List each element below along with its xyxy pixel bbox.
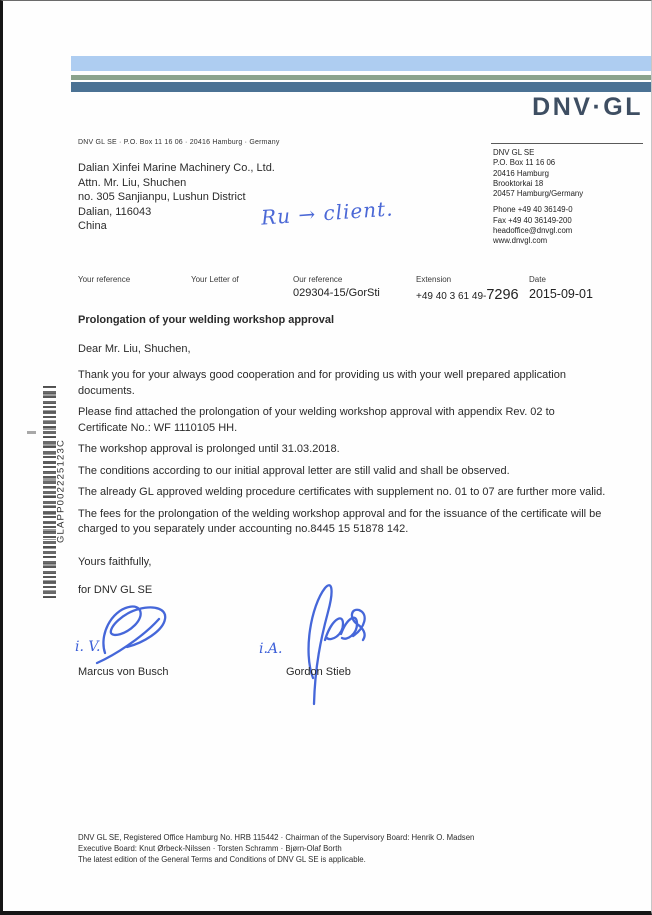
signature-prefix-left: i. V. (75, 639, 101, 655)
paragraph-fees: The fees for the prolongation of the welding workshop approval and for the issuance of the certificate will be charged to you separately under accounting no.8445 15 51878 142. (78, 507, 602, 535)
ref-your-reference-label: Your reference (78, 275, 131, 284)
signature-scribble-marcus (95, 597, 200, 669)
valediction: Yours faithfully, (78, 555, 152, 568)
ref-your-letter (191, 275, 239, 287)
signer-name-marcus: Marcus von Busch (78, 666, 169, 678)
ref-extension-label: Extension (416, 275, 452, 284)
ref-date (529, 275, 593, 301)
recipient-address-block (78, 161, 275, 234)
paragraph-conditions: The conditions according to our initial approval letter are still valid and shall be observed. (78, 464, 510, 477)
paragraph-certificates-valid: The already GL approved welding procedure certificates with supplement no. 01 to 07 are further more valid. (78, 486, 606, 498)
letter-body (78, 313, 606, 599)
barcode (43, 386, 56, 598)
contact-phone: Phone +49 40 36149-0 (493, 205, 573, 215)
contact-website: www.dnvgl.com (493, 236, 548, 246)
footer-block (78, 832, 474, 866)
subject-line: Prolongation of your welding workshop approval (78, 314, 335, 326)
contact-block (493, 148, 583, 247)
fold-mark (27, 431, 36, 434)
ref-date-label: Date (529, 275, 546, 284)
recipient-company: Dalian Xinfei Marine Machinery Co., Ltd. (78, 162, 275, 174)
header-bar-green (71, 75, 651, 80)
ref-our-reference-value: 029304-15/GorSti (293, 287, 380, 299)
recipient-street: no. 305 Sanjianpu, Lushun District (78, 191, 246, 203)
signature-scribble-gordon (285, 578, 370, 713)
contact-postcode: 20416 Hamburg (493, 168, 549, 178)
paragraph-attachment: Please find attached the prolongation of your welding workshop approval with appendix Rev. 02 to Certificate No.: WF 1110105 HH. (78, 406, 555, 434)
contact-fax: Fax +49 40 36149-200 (493, 215, 572, 225)
dnv-gl-logo: DNV·GL (532, 93, 643, 121)
ref-date-value: 2015-09-01 (529, 287, 593, 301)
contact-block-rule (491, 143, 643, 144)
salutation: Dear Mr. Liu, Shuchen, (78, 342, 191, 355)
recipient-country: China (78, 220, 107, 232)
contact-pobox: P.O. Box 11 16 06 (493, 158, 556, 168)
contact-email: headoffice@dnvgl.com (493, 226, 573, 236)
ref-extension-number-large: 7296 (486, 287, 519, 303)
ref-extension (416, 275, 519, 303)
recipient-city: Dalian, 116043 (78, 205, 152, 218)
signature-company: for DNV GL SE (78, 584, 153, 596)
ref-your-reference (78, 275, 130, 287)
ref-our-reference (293, 275, 380, 299)
footer-executive-board: Executive Board: Knut Ørbeck-Nilssen · Torsten Schramm · Bjørn-Olaf Borth (78, 844, 342, 854)
ref-extension-number: +49 40 3 61 49- (416, 291, 487, 302)
handwritten-note: Ru → client. (260, 196, 395, 230)
sender-return-address: DNV GL SE · P.O. Box 11 16 06 · 20416 Hamburg · Germany (78, 139, 280, 146)
signature-prefix-right: i.A. (259, 641, 283, 657)
barcode-label: GLAPP002225123C (55, 438, 67, 544)
contact-street: Brooktorkai 18 (493, 178, 544, 188)
signer-name-gordon: Gordon Stieb (286, 666, 351, 678)
contact-company: DNV GL SE (493, 148, 535, 157)
footer-terms: The latest edition of the General Terms and Conditions of DNV GL SE is applicable. (78, 855, 366, 865)
contact-city: 20457 Hamburg/Germany (493, 189, 584, 199)
recipient-attn: Attn. Mr. Liu, Shuchen (78, 176, 187, 189)
header-bar-light-blue (71, 56, 651, 71)
paragraph-prolonged-until: The workshop approval is prolonged until 31.03.2018. (78, 443, 340, 455)
header-bar-dark-blue (71, 82, 651, 92)
ref-our-reference-label: Our reference (293, 275, 343, 284)
footer-registered-office: DNV GL SE, Registered Office Hamburg No. HRB 115442 · Chairman of the Supervisory Board: Henrik O. Madsen (78, 833, 475, 842)
ref-extension-value (416, 287, 519, 303)
paragraph-thanks: Thank you for your always good cooperation and for providing us with your well prepared application documents. (78, 369, 566, 397)
ref-your-letter-label: Your Letter of (191, 275, 239, 284)
